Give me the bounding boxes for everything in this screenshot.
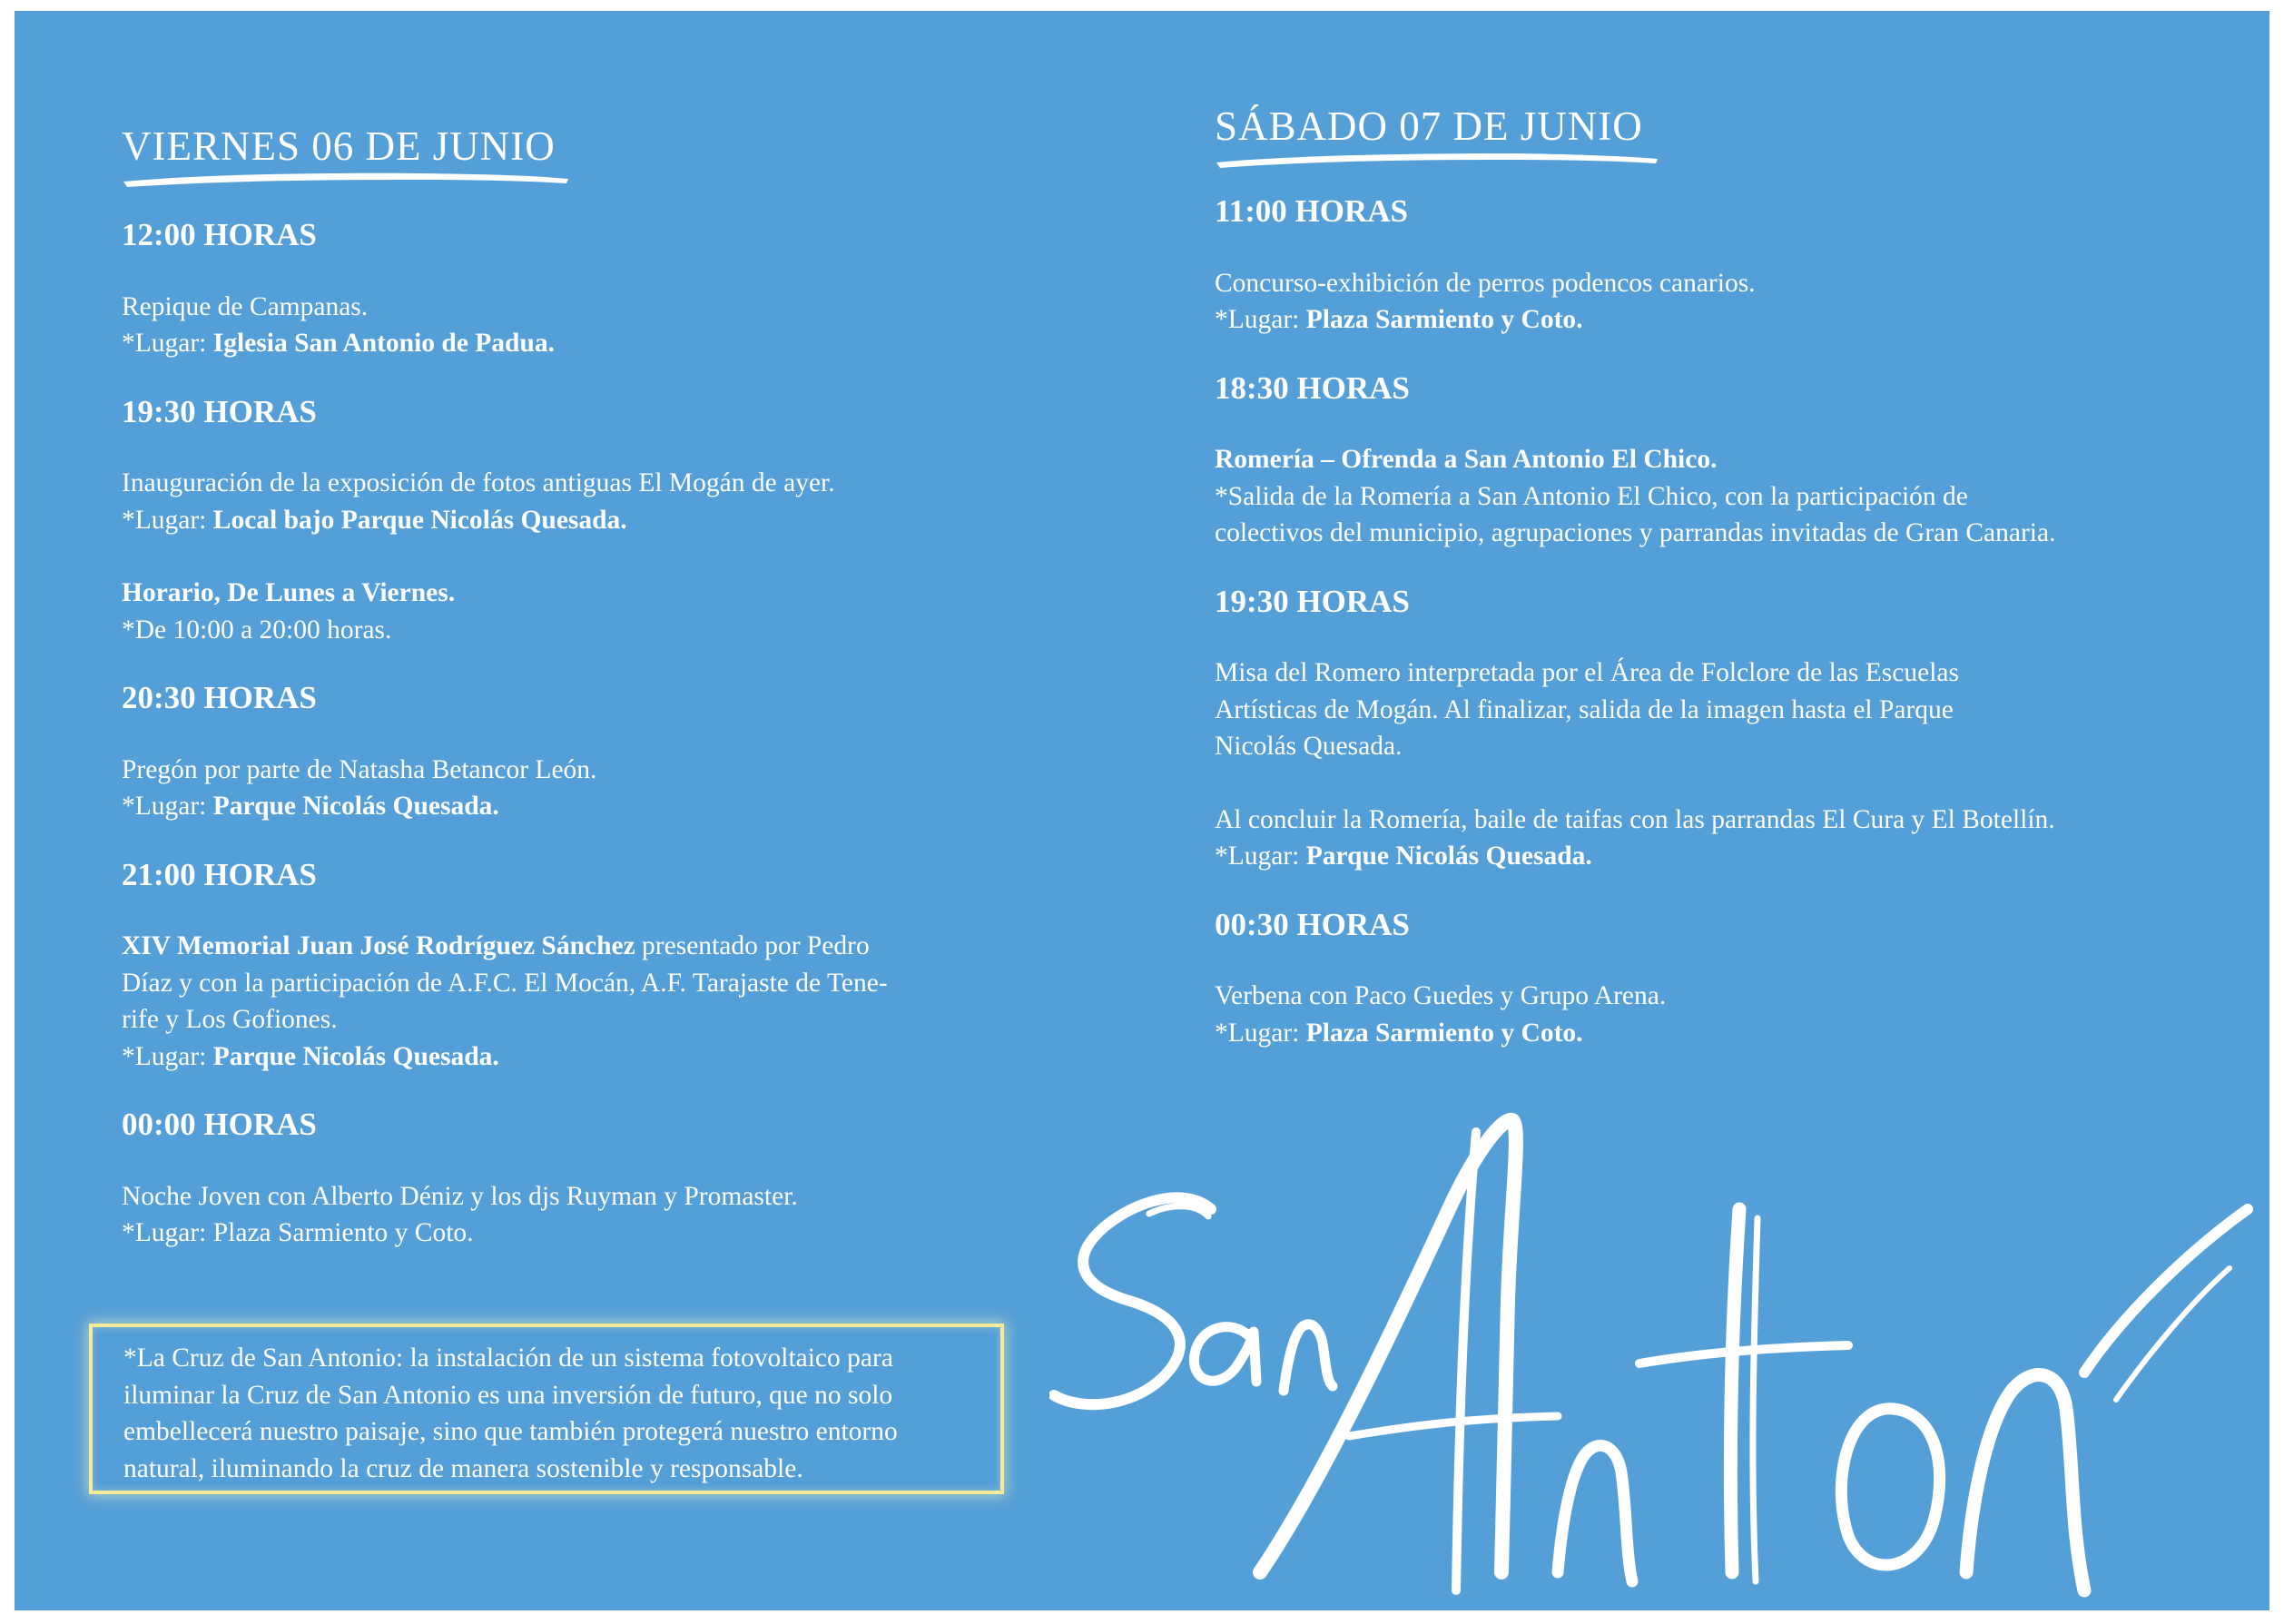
event-time: 18:30 HORAS	[1215, 369, 1410, 406]
line-bold: Romería – Ofrenda a San Antonio El Chico.	[1215, 445, 1718, 474]
note-line: embellecerá nuestro paisaje, sino que también protegerá nuestro entorno	[123, 1417, 898, 1446]
line-bold: Plaza Sarmiento y Coto.	[1305, 1018, 1583, 1048]
event-line	[122, 575, 1029, 612]
cruz-note-box	[89, 1324, 1004, 1494]
event-line: *De 10:00 a 20:00 horas.	[122, 615, 392, 645]
line-prefix: *Lugar:	[1215, 842, 1306, 871]
event-line: Noche Joven con Alberto Déniz y los djs Ruyman y Promaster.	[122, 1181, 798, 1211]
saturday-heading	[1215, 102, 1659, 169]
line-prefix: *Lugar:	[122, 505, 213, 535]
event-block	[122, 214, 1029, 362]
event-line	[122, 928, 1029, 965]
event-time: 00:00 HORAS	[122, 1107, 317, 1142]
event-block	[122, 391, 1029, 649]
line-prefix: *Lugar:	[122, 1041, 213, 1071]
event-block	[1215, 191, 2231, 339]
line-prefix: *Lugar:	[122, 329, 213, 358]
event-line	[1215, 1015, 2231, 1052]
event-time: 00:30 HORAS	[1215, 906, 1410, 942]
event-block	[122, 677, 1029, 825]
event-time: 12:00 HORAS	[122, 217, 317, 252]
event-block	[1215, 581, 2231, 875]
friday-title: VIERNES 06 DE JUNIO	[122, 123, 556, 169]
event-line: Concurso-exhibición de perros podencos canarios.	[1215, 268, 1756, 298]
event-line	[122, 325, 1029, 362]
line-bold: Parque Nicolás Quesada.	[212, 1041, 499, 1071]
line-prefix: *Lugar:	[1215, 305, 1306, 334]
event-line	[122, 788, 1029, 825]
friday-column	[122, 122, 1029, 1281]
event-time: 20:30 HORAS	[122, 680, 317, 715]
event-line: Misa del Romero interpretada por el Área de Folclore de las Escuelas	[1215, 658, 1959, 687]
friday-events	[122, 214, 1029, 1252]
event-line: Repique de Campanas.	[122, 291, 369, 321]
line-suffix: presentado por Pedro	[635, 931, 870, 960]
event-line: colectivos del municipio, agrupaciones y parrandas invitadas de Gran Canaria.	[1215, 518, 2056, 547]
event-line	[122, 1038, 1029, 1076]
event-line: Al concluir la Romería, baile de taifas con las parrandas El Cura y El Botellín.	[1215, 804, 2055, 834]
event-line: Pregón por parte de Natasha Betancor León.	[122, 754, 597, 784]
event-time: 19:30 HORAS	[122, 393, 317, 429]
note-line: iluminar la Cruz de San Antonio es una inversión de futuro, que no solo	[123, 1380, 893, 1410]
program-panel	[15, 11, 2269, 1610]
event-line	[1215, 838, 2231, 875]
saturday-column	[1215, 102, 2231, 1080]
line-bold: Iglesia San Antonio de Padua.	[212, 329, 555, 358]
event-line: Verbena con Paco Guedes y Grupo Arena.	[1215, 981, 1667, 1010]
event-extra	[122, 575, 1029, 648]
event-line: Artísticas de Mogán. Al finalizar, salida de la imagen hasta el Parque	[1215, 694, 1954, 724]
event-extra	[1215, 802, 2231, 875]
note-line: natural, iluminando la cruz de manera sostenible y responsable.	[123, 1453, 803, 1483]
san-anton-script-logo	[1049, 1100, 2269, 1610]
event-line: Inauguración de la exposición de fotos antiguas El Mogán de ayer.	[122, 468, 835, 497]
line-bold: Horario, De Lunes a Viernes.	[122, 578, 456, 607]
event-block	[122, 1104, 1029, 1252]
saturday-events	[1215, 191, 2231, 1051]
line-bold: Parque Nicolás Quesada.	[212, 792, 499, 821]
event-time: 19:30 HORAS	[1215, 583, 1410, 619]
event-block	[1215, 904, 2231, 1052]
event-block	[1215, 368, 2231, 552]
event-line: Nicolás Quesada.	[1215, 732, 1403, 761]
event-line	[1215, 301, 2231, 339]
event-line: rife y Los Gofiones.	[122, 1005, 338, 1034]
friday-heading	[122, 122, 571, 189]
event-line: *Salida de la Romería a San Antonio El Chico, con la participación de	[1215, 481, 1968, 511]
event-line	[122, 502, 1029, 539]
line-bold: Plaza Sarmiento y Coto.	[1305, 305, 1583, 334]
saturday-title: SÁBADO 07 DE JUNIO	[1215, 103, 1643, 149]
line-prefix: *Lugar:	[122, 792, 213, 821]
note-line: *La Cruz de San Antonio: la instalación de un sistema fotovoltaico para	[123, 1343, 893, 1373]
line-bold: Parque Nicolás Quesada.	[1305, 842, 1592, 871]
event-line: Díaz y con la participación de A.F.C. El Mocán, A.F. Tarajaste de Tene-	[122, 968, 888, 998]
event-block	[122, 854, 1029, 1076]
event-line: *Lugar: Plaza Sarmiento y Coto.	[122, 1218, 474, 1247]
event-line	[1215, 441, 2231, 478]
line-bold: XIV Memorial Juan José Rodríguez Sánchez	[122, 931, 635, 960]
line-bold: Local bajo Parque Nicolás Quesada.	[212, 505, 627, 535]
event-time: 21:00 HORAS	[122, 856, 317, 892]
event-time: 11:00 HORAS	[1215, 193, 1408, 229]
line-prefix: *Lugar:	[1215, 1018, 1306, 1048]
